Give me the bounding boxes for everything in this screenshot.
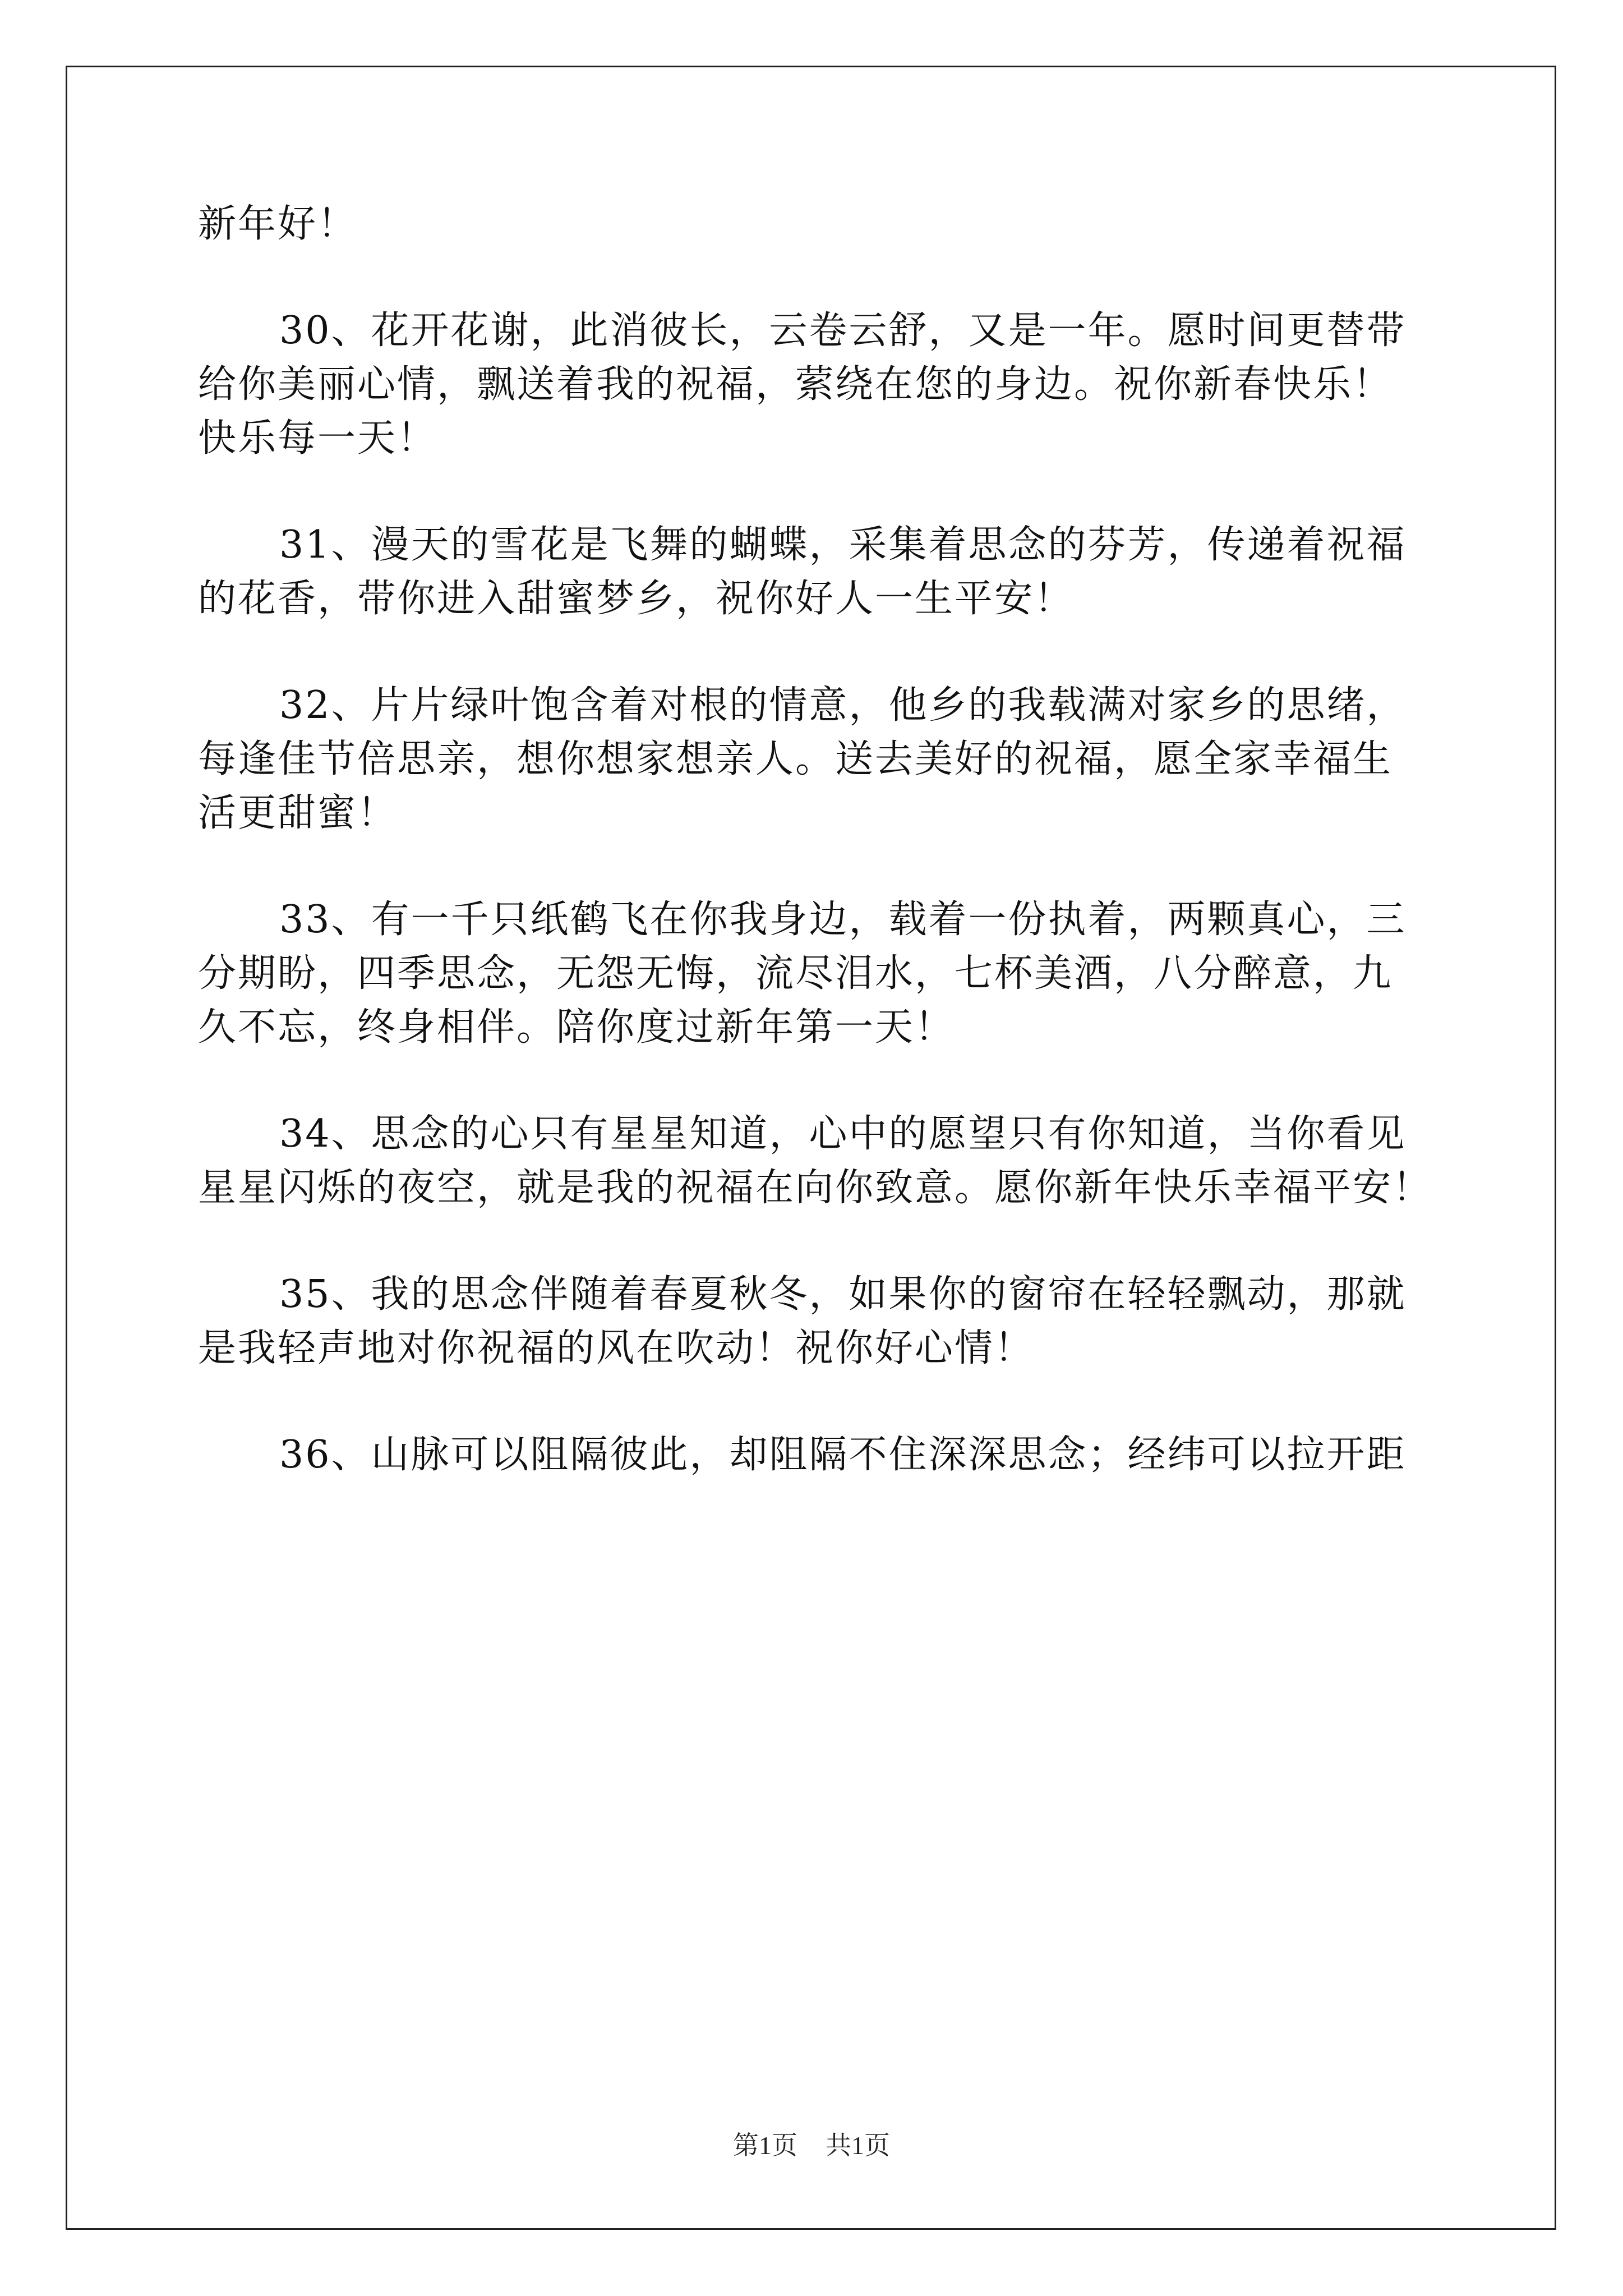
text-line: 是我轻声地对你祝福的风在吹动！祝你好心情！ — [198, 1326, 1035, 1370]
text-line: 快乐每一天！ — [198, 416, 437, 461]
text-line: 星星闪烁的夜空，就是我的祝福在向你致意。愿你新年快乐幸福平安！ — [198, 1166, 1433, 1210]
text-line: 活更甜蜜！ — [198, 791, 398, 835]
text-line: 30、花开花谢，此消彼长，云卷云舒，又是一年。愿时间更替带 — [279, 309, 1407, 353]
page-footer — [0, 2125, 1623, 2162]
text-line: 新年好！ — [198, 202, 358, 246]
paragraph — [198, 679, 1429, 840]
text-line: 久不忘，终身相伴。陪你度过新年第一天！ — [198, 1005, 955, 1050]
text-line: 的花香，带你进入甜蜜梦乡，祝你好人一生平安！ — [198, 577, 1075, 621]
text-line: 32、片片绿叶饱含着对根的情意，他乡的我载满对家乡的思绪， — [279, 683, 1407, 728]
text-line: 33、有一千只纸鹤飞在你我身边，载着一份执着，两颗真心，三 — [279, 898, 1407, 942]
text-line: 分期盼，四季思念，无怨无悔，流尽泪水，七杯美酒，八分醉意，九 — [198, 951, 1393, 996]
paragraph — [198, 893, 1429, 1055]
text-line: 31、漫天的雪花是飞舞的蝴蝶，采集着思念的芬芳，传递着祝福 — [279, 523, 1407, 567]
text-line: 34、思念的心只有星星知道，心中的愿望只有你知道，当你看见 — [279, 1112, 1407, 1156]
paragraph — [198, 518, 1429, 626]
text-line: 每逢佳节倍思亲，想你想家想亲人。送去美好的祝福，愿全家幸福生 — [198, 737, 1393, 781]
page-total: 共1页 — [826, 2131, 890, 2160]
document-body — [198, 197, 1433, 1535]
page-number: 第1页 — [733, 2131, 797, 2160]
text-line: 给你美丽心情，飘送着我的祝福，萦绕在您的身边。祝你新春快乐！ — [198, 362, 1393, 407]
paragraph — [198, 1107, 1433, 1215]
paragraph — [198, 1268, 1429, 1375]
paragraph — [198, 304, 1429, 466]
paragraph — [198, 197, 1429, 251]
text-line: 36、山脉可以阻隔彼此，却阻隔不住深深思念；经纬可以拉开距 — [279, 1433, 1407, 1477]
paragraph — [198, 1428, 1429, 1482]
text-line: 35、我的思念伴随着春夏秋冬，如果你的窗帘在轻轻飘动，那就 — [279, 1272, 1407, 1317]
